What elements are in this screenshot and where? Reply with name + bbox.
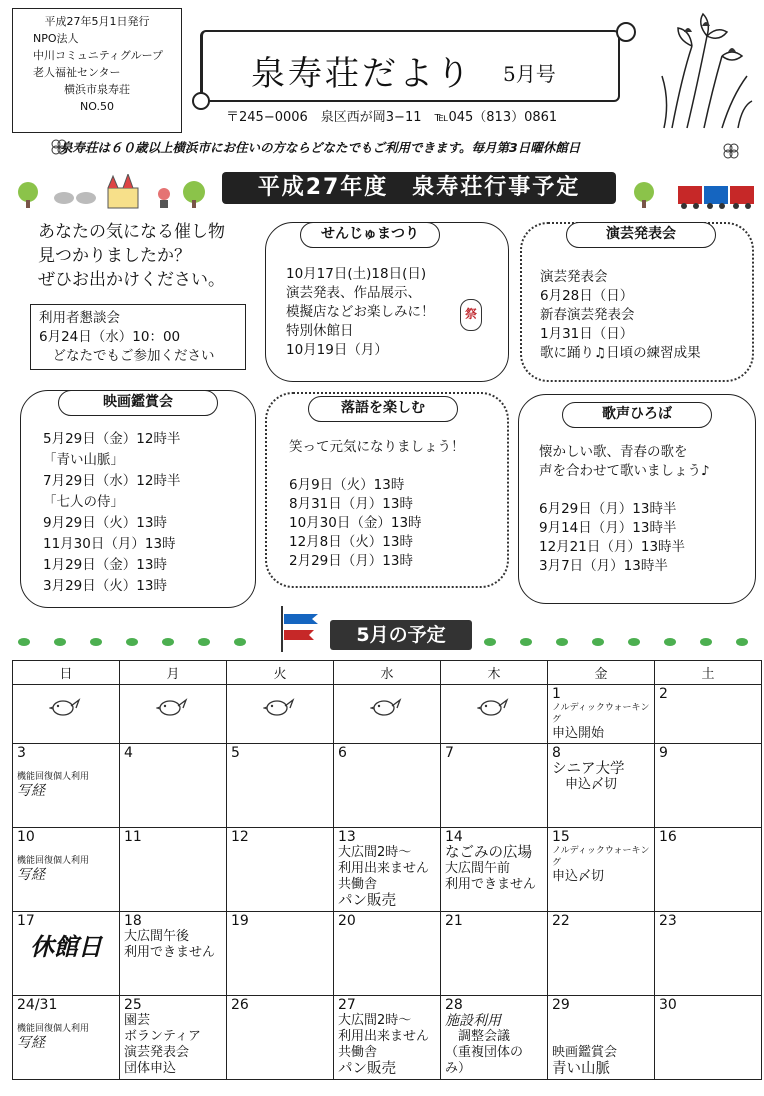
calendar-day-cell xyxy=(227,828,334,912)
day-number: 3 xyxy=(17,745,26,761)
day-number: 4 xyxy=(124,745,133,761)
kasei-title: 歌声ひろば xyxy=(562,402,712,428)
kasei-line xyxy=(539,481,710,500)
calendar-day-cell xyxy=(441,744,548,828)
calendar-day-cell xyxy=(334,828,441,912)
day-number: 13 xyxy=(338,829,356,845)
rakugo-line: 8月31日（月）13時 xyxy=(289,496,413,512)
event-line xyxy=(552,1029,650,1045)
calendar-day-cell xyxy=(655,912,762,996)
engei-line: 1月31日（日） xyxy=(540,326,634,342)
sprout-row-icon xyxy=(478,632,758,652)
meeting-box xyxy=(30,304,246,370)
event-line: 大広間2時〜 xyxy=(338,1013,412,1028)
calendar-day-cell xyxy=(334,744,441,828)
rakugo-line xyxy=(289,457,465,476)
matsuri-line: 10月19日（月） xyxy=(286,342,388,358)
calendar-week-row xyxy=(13,828,762,912)
day-number: 15 xyxy=(552,829,570,845)
eiga-line: 「七人の侍」 xyxy=(43,494,124,510)
scroll-frame xyxy=(200,30,620,102)
closed-day-label: 休館日 xyxy=(30,933,102,961)
eiga-line: 9月29日（火）13時 xyxy=(43,515,167,531)
calendar-day-cell xyxy=(441,685,548,744)
day-number: 28 xyxy=(445,997,463,1013)
eiga-panel xyxy=(20,390,256,608)
calendar-week-row xyxy=(13,912,762,996)
event-line: パン販売 xyxy=(338,1061,396,1077)
eiga-title: 映画鑑賞会 xyxy=(58,390,218,416)
calendar-day-cell xyxy=(548,996,655,1080)
day-number: 6 xyxy=(338,745,347,761)
day-number: 21 xyxy=(445,913,463,929)
calendar-day-cell xyxy=(13,996,120,1080)
bird-icon xyxy=(370,696,404,718)
eiga-body xyxy=(43,429,180,597)
kasei-line: 懐かしい歌、青春の歌を xyxy=(539,444,688,460)
event-line: 大広間午後 xyxy=(124,929,190,944)
calendar-day-cell xyxy=(655,744,762,828)
weekday-header xyxy=(13,661,762,685)
engei-body xyxy=(540,268,701,363)
day-number: 24/31 xyxy=(17,997,58,1013)
annual-schedule-banner: 平成27年度 泉寿荘行事予定 xyxy=(222,172,616,204)
intro-text xyxy=(38,220,225,292)
meeting-title: 利用者懇談会 xyxy=(39,310,120,326)
calendar-day-cell xyxy=(13,828,120,912)
rakugo-body xyxy=(289,438,465,571)
calendar-day-cell xyxy=(548,685,655,744)
event-line: み） xyxy=(445,1061,472,1076)
npo-label: NPO法人 xyxy=(33,32,79,45)
event-line: シニア大学 xyxy=(552,761,625,777)
calendar-table xyxy=(12,660,762,1080)
rakugo-line: 笑って元気になりましょう！ xyxy=(289,439,465,455)
day-number: 19 xyxy=(231,913,249,929)
info-line: 泉寿荘は６０歳以上横浜市にお住いの方ならどなたでもご利用できます。毎月第3日曜休館日 xyxy=(60,140,581,155)
day-number: 23 xyxy=(659,913,677,929)
calendar-day-cell xyxy=(548,828,655,912)
kasei-body xyxy=(539,443,710,576)
event-line: （重複団体の xyxy=(445,1045,524,1060)
train-icon xyxy=(628,176,758,210)
intro-line: あなたの気になる催し物 xyxy=(38,222,225,242)
rakugo-line: 2月29日（月）13時 xyxy=(289,553,413,569)
eiga-line: 11月30日（月）13時 xyxy=(43,536,176,552)
kasei-line: 12月21日（月）13時半 xyxy=(539,539,686,555)
calendar-day-cell xyxy=(120,828,227,912)
day-number: 9 xyxy=(659,745,668,761)
calendar-day-cell xyxy=(441,828,548,912)
event-small-label: ノルディックウォーキング xyxy=(552,703,650,725)
newsletter-title: 泉寿荘だより xyxy=(251,54,473,94)
kasei-line: 声を合わせて歌いましょう♪ xyxy=(539,463,710,479)
day-number: 17 xyxy=(17,913,35,929)
rakugo-title: 落語を楽しむ xyxy=(308,396,458,422)
event-line: 利用出来ません xyxy=(338,1029,430,1044)
weekday-mon: 月 xyxy=(120,661,227,685)
facility-name: 横浜市泉寿荘 xyxy=(64,83,130,96)
event-line: 共働舎 xyxy=(338,877,378,892)
iris-flower-icon xyxy=(652,6,756,130)
matsuri-line: 模擬店などお楽しみに！ xyxy=(286,304,435,320)
address-line: 〒245−0006 泉区西が岡3−11 ℡045（813）0861 xyxy=(226,110,558,125)
eiga-line: 1月29日（金）13時 xyxy=(43,557,167,573)
calendar-week-row xyxy=(13,685,762,744)
day-number: 2 xyxy=(659,686,668,702)
calendar-day-cell xyxy=(227,996,334,1080)
calendar-day-cell xyxy=(13,685,120,744)
eiga-line: 3月29日（火）13時 xyxy=(43,578,167,594)
calendar-week-row xyxy=(13,996,762,1080)
clover-icon xyxy=(722,142,740,160)
engei-line: 新春演芸発表会 xyxy=(540,307,635,323)
calendar-day-cell xyxy=(334,912,441,996)
event-line: 大広間2時〜 xyxy=(338,845,412,860)
event-line: 調整会議 xyxy=(445,1029,511,1044)
weekday-sat: 土 xyxy=(655,661,762,685)
calendar-day-cell xyxy=(120,744,227,828)
day-number: 10 xyxy=(17,829,35,845)
bird-icon xyxy=(477,696,511,718)
engei-line: 演芸発表会 xyxy=(540,269,608,285)
koinobori-icon xyxy=(278,604,326,654)
event-small-label: 機能回復個人利用 xyxy=(17,772,90,782)
calendar-day-cell xyxy=(227,744,334,828)
day-number: 25 xyxy=(124,997,142,1013)
event-line: 利用出来ません xyxy=(338,861,430,876)
calendar-day-cell xyxy=(13,912,120,996)
matsuri-line: 10月17日(土)18日(日) xyxy=(286,266,427,282)
event-line: パン販売 xyxy=(338,893,396,909)
calendar-day-cell xyxy=(334,996,441,1080)
event-line: 申込〆切 xyxy=(552,869,605,884)
eiga-line: 5月29日（金）12時半 xyxy=(43,431,181,447)
publish-date: 平成27年5月1日発行 xyxy=(44,15,150,28)
bird-icon xyxy=(156,696,190,718)
matsuri-title: せんじゅまつり xyxy=(300,222,440,248)
intro-line: ぜひお出かけください。 xyxy=(38,270,225,290)
day-number: 30 xyxy=(659,997,677,1013)
event-small-label: 機能回復個人利用 xyxy=(17,1024,90,1034)
rakugo-line: 10月30日（金）13時 xyxy=(289,515,422,531)
day-number: 11 xyxy=(124,829,142,845)
calendar-day-cell xyxy=(334,685,441,744)
event-italic-label: 施設利用 xyxy=(445,1013,501,1029)
matsuri-line: 特別休館日 xyxy=(286,323,354,339)
weekday-wed: 水 xyxy=(334,661,441,685)
event-line: 大広間午前 xyxy=(445,861,511,876)
calendar-day-cell xyxy=(120,912,227,996)
day-number: 26 xyxy=(231,997,249,1013)
bird-icon xyxy=(49,696,83,718)
day-number: 20 xyxy=(338,913,356,929)
calendar-day-cell xyxy=(655,685,762,744)
issue-number: NO.50 xyxy=(80,100,114,113)
rakugo-line: 12月8日（火）13時 xyxy=(289,534,413,550)
event-italic-label: 写経 xyxy=(17,1035,45,1051)
day-number: 14 xyxy=(445,829,463,845)
event-line: 映画鑑賞会 xyxy=(552,1045,618,1060)
meeting-line: どなたでもご参加ください xyxy=(39,348,215,364)
eiga-line: 「青い山脈」 xyxy=(43,452,124,468)
day-number: 1 xyxy=(552,686,561,702)
center-name: 老人福祉センター xyxy=(33,66,121,79)
event-italic-label: 写経 xyxy=(17,867,45,883)
event-small-label: 機能回復個人利用 xyxy=(17,856,90,866)
event-italic-label: 写経 xyxy=(17,783,45,799)
intro-line: 見つかりましたか？ xyxy=(38,246,191,266)
event-line: 利用できません xyxy=(124,945,216,960)
day-number: 12 xyxy=(231,829,249,845)
calendar-day-cell xyxy=(13,744,120,828)
day-number: 22 xyxy=(552,913,570,929)
event-line: 演芸発表会 xyxy=(124,1045,190,1060)
matsuri-line: 演芸発表、作品展示、 xyxy=(286,285,421,301)
day-number: 29 xyxy=(552,997,570,1013)
event-line: 申込開始 xyxy=(552,726,605,741)
weekday-thu: 木 xyxy=(441,661,548,685)
engei-title: 演芸発表会 xyxy=(566,222,716,248)
event-line: 共働舎 xyxy=(338,1045,378,1060)
group-name: 中川コミュニティグループ xyxy=(33,49,164,62)
event-line xyxy=(552,1013,650,1029)
calendar-day-cell xyxy=(655,996,762,1080)
event-line: ボランティア xyxy=(124,1029,201,1044)
engei-line: 歌に踊り♫日頃の練習成果 xyxy=(540,345,701,361)
event-line: 申込〆切 xyxy=(552,777,618,792)
kasei-line: 6月29日（月）13時半 xyxy=(539,501,677,517)
matsuri-body xyxy=(286,265,435,360)
weekday-sun: 日 xyxy=(13,661,120,685)
weekday-fri: 金 xyxy=(548,661,655,685)
calendar-day-cell xyxy=(120,996,227,1080)
engei-line: 6月28日（日） xyxy=(540,288,634,304)
rakugo-line: 6月9日（火）13時 xyxy=(289,477,405,493)
calendar-day-cell xyxy=(548,912,655,996)
event-line: 青い山脈 xyxy=(552,1061,610,1077)
day-number: 5 xyxy=(231,745,240,761)
meeting-line: 6月24日（水）10：00 xyxy=(39,329,181,345)
eiga-line: 7月29日（水）12時半 xyxy=(43,473,181,489)
scroll-curl-icon xyxy=(192,92,210,110)
calendar-day-cell xyxy=(120,685,227,744)
day-number: 18 xyxy=(124,913,142,929)
calendar-day-cell xyxy=(441,996,548,1080)
kasei-line: 9月14日（月）13時半 xyxy=(539,520,677,536)
weekday-tue: 火 xyxy=(227,661,334,685)
bird-icon xyxy=(263,696,297,718)
calendar-day-cell xyxy=(441,912,548,996)
calendar-day-cell xyxy=(655,828,762,912)
month-title: 5月の予定 xyxy=(330,620,472,650)
day-number: 16 xyxy=(659,829,677,845)
title-scroll xyxy=(192,22,636,114)
sprout-row-icon xyxy=(12,632,312,652)
issue-label: 5月号 xyxy=(503,62,556,86)
calendar-week-row xyxy=(13,744,762,828)
event-line: 利用できません xyxy=(445,877,537,892)
calendar-day-cell xyxy=(227,912,334,996)
day-number: 7 xyxy=(445,745,454,761)
castle-parade-icon xyxy=(14,174,214,210)
publisher-box xyxy=(12,8,182,133)
day-number: 27 xyxy=(338,997,356,1013)
event-small-label: ノルディックウォーキング xyxy=(552,846,650,868)
event-line: なごみの広場 xyxy=(445,845,532,861)
scroll-curl-icon xyxy=(616,22,636,42)
day-number: 8 xyxy=(552,745,561,761)
event-line: 団体申込 xyxy=(124,1061,177,1076)
calendar-day-cell xyxy=(548,744,655,828)
lantern-icon: 祭 xyxy=(460,299,482,331)
calendar-day-cell xyxy=(227,685,334,744)
kasei-line: 3月7日（月）13時半 xyxy=(539,558,668,574)
event-line: 園芸 xyxy=(124,1013,151,1028)
calendar-body xyxy=(13,685,762,1080)
